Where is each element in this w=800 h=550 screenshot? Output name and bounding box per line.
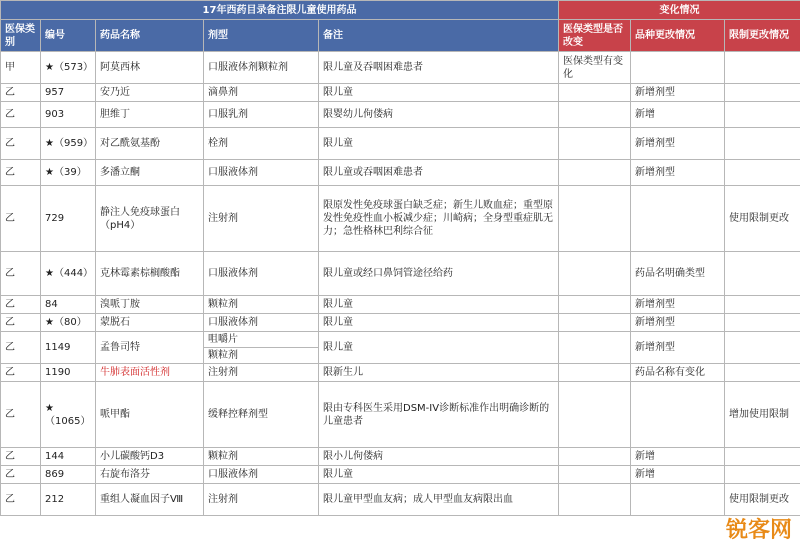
cell-category: 乙 — [1, 466, 41, 484]
cell-drug-name: 蒙脱石 — [96, 314, 204, 332]
cell-category-changed — [559, 466, 631, 484]
table-row — [1, 332, 800, 364]
table-row — [1, 160, 800, 186]
cell-variety-changed: 新增 — [631, 466, 725, 484]
col-remark: 备注 — [319, 20, 559, 52]
table-row — [1, 84, 800, 102]
cell-form: 口服液体剂颗粒剂 — [204, 52, 319, 84]
cell-variety-changed — [631, 186, 725, 252]
cell-restriction-changed — [725, 364, 800, 382]
cell-form: 口服液体剂 — [204, 160, 319, 186]
change-title: 变化情况 — [559, 1, 800, 20]
cell-category: 乙 — [1, 128, 41, 160]
cell-restriction-changed — [725, 128, 800, 160]
cell-variety-changed — [631, 484, 725, 516]
cell-remark: 限儿童 — [319, 332, 559, 364]
cell-drug-name: 多潘立酮 — [96, 160, 204, 186]
cell-form: 颗粒剂 — [204, 448, 319, 466]
cell-remark: 限由专科医生采用DSM-IV诊断标准作出明确诊断的儿童患者 — [319, 382, 559, 448]
cell-remark: 限儿童 — [319, 84, 559, 102]
cell-drug-name: 孟鲁司特 — [96, 332, 204, 364]
cell-remark: 限新生儿 — [319, 364, 559, 382]
col-restriction-changed: 限制更改情况 — [725, 20, 800, 52]
col-variety-changed: 品种更改情况 — [631, 20, 725, 52]
cell-code: 1149 — [41, 332, 96, 364]
table-row — [1, 484, 800, 516]
cell-category-changed — [559, 84, 631, 102]
cell-category: 乙 — [1, 252, 41, 296]
cell-form: 滴鼻剂 — [204, 84, 319, 102]
cell-restriction-changed — [725, 466, 800, 484]
cell-remark: 限儿童及吞咽困难患者 — [319, 52, 559, 84]
cell-form: 口服液体剂 — [204, 466, 319, 484]
cell-category-changed — [559, 382, 631, 448]
cell-variety-changed: 新增剂型 — [631, 84, 725, 102]
cell-drug-name: 溴哌丁胺 — [96, 296, 204, 314]
cell-form: 注射剂 — [204, 484, 319, 516]
table-row — [1, 52, 800, 84]
cell-category-changed — [559, 332, 631, 364]
cell-restriction-changed — [725, 314, 800, 332]
cell-remark: 限儿童 — [319, 128, 559, 160]
cell-drug-name: 小儿碳酸钙D3 — [96, 448, 204, 466]
cell-category: 乙 — [1, 84, 41, 102]
cell-form: 注射剂 — [204, 186, 319, 252]
cell-drug-name: 安乃近 — [96, 84, 204, 102]
cell-remark: 限小儿佝偻病 — [319, 448, 559, 466]
cell-category: 乙 — [1, 102, 41, 128]
cell-category-changed — [559, 252, 631, 296]
col-form: 剂型 — [204, 20, 319, 52]
cell-drug-name: 重组人凝血因子Ⅷ — [96, 484, 204, 516]
cell-variety-changed: 新增剂型 — [631, 332, 725, 364]
cell-drug-name: 克林霉素棕榈酸酯 — [96, 252, 204, 296]
cell-restriction-changed: 使用限制更改 — [725, 186, 800, 252]
cell-category: 乙 — [1, 314, 41, 332]
cell-remark: 限儿童或经口鼻饲管途径给药 — [319, 252, 559, 296]
cell-category: 乙 — [1, 186, 41, 252]
cell-code: 1190 — [41, 364, 96, 382]
cell-code: ★（444） — [41, 252, 96, 296]
table-row — [1, 448, 800, 466]
cell-category-changed: 医保类型有变化 — [559, 52, 631, 84]
cell-restriction-changed — [725, 102, 800, 128]
cell-category-changed — [559, 364, 631, 382]
table-row — [1, 364, 800, 382]
cell-remark: 限儿童 — [319, 296, 559, 314]
table-row — [1, 466, 800, 484]
cell-form: 颗粒剂 — [204, 296, 319, 314]
cell-code: ★（1065） — [41, 382, 96, 448]
cell-code: 903 — [41, 102, 96, 128]
cell-form: 栓剂 — [204, 128, 319, 160]
cell-form: 注射剂 — [204, 364, 319, 382]
cell-remark: 限儿童甲型血友病；成人甲型血友病限出血 — [319, 484, 559, 516]
cell-category-changed — [559, 186, 631, 252]
cell-category-changed — [559, 296, 631, 314]
cell-drug-name: 右旋布洛芬 — [96, 466, 204, 484]
cell-code: 144 — [41, 448, 96, 466]
col-category: 医保类别 — [1, 20, 41, 52]
form-item: 咀嚼片 — [208, 334, 238, 345]
cell-form: 缓释控释剂型 — [204, 382, 319, 448]
cell-drug-name: 牛肺表面活性剂 — [96, 364, 204, 382]
cell-form: 口服液体剂 — [204, 314, 319, 332]
cell-category: 乙 — [1, 296, 41, 314]
cell-remark: 限儿童 — [319, 314, 559, 332]
table-row — [1, 382, 800, 448]
cell-category: 乙 — [1, 484, 41, 516]
cell-category-changed — [559, 448, 631, 466]
table-row — [1, 296, 800, 314]
cell-variety-changed: 新增剂型 — [631, 314, 725, 332]
cell-variety-changed — [631, 52, 725, 84]
cell-drug-name: 哌甲酯 — [96, 382, 204, 448]
cell-form: 口服液体剂 — [204, 252, 319, 296]
cell-variety-changed: 药品名明确类型 — [631, 252, 725, 296]
table-row — [1, 102, 800, 128]
main-title: 17年西药目录备注限儿童使用药品 — [1, 1, 559, 20]
cell-drug-name: 静注人免疫球蛋白（pH4） — [96, 186, 204, 252]
cell-category: 甲 — [1, 52, 41, 84]
cell-drug-name: 阿莫西林 — [96, 52, 204, 84]
cell-category-changed — [559, 128, 631, 160]
cell-restriction-changed — [725, 252, 800, 296]
cell-variety-changed: 新增剂型 — [631, 296, 725, 314]
cell-code: ★（959） — [41, 128, 96, 160]
cell-remark: 限儿童 — [319, 466, 559, 484]
cell-code: 729 — [41, 186, 96, 252]
col-category-changed: 医保类型是否改变 — [559, 20, 631, 52]
cell-variety-changed: 药品名称有变化 — [631, 364, 725, 382]
cell-drug-name: 胆维丁 — [96, 102, 204, 128]
table-row — [1, 186, 800, 252]
cell-code: ★（80） — [41, 314, 96, 332]
cell-restriction-changed — [725, 84, 800, 102]
cell-drug-name: 对乙酰氨基酚 — [96, 128, 204, 160]
cell-code: 869 — [41, 466, 96, 484]
cell-variety-changed — [631, 382, 725, 448]
cell-restriction-changed — [725, 296, 800, 314]
cell-category-changed — [559, 484, 631, 516]
cell-restriction-changed — [725, 52, 800, 84]
cell-variety-changed: 新增剂型 — [631, 160, 725, 186]
cell-restriction-changed — [725, 448, 800, 466]
table-row — [1, 314, 800, 332]
cell-category: 乙 — [1, 448, 41, 466]
cell-variety-changed: 新增 — [631, 448, 725, 466]
col-code: 编号 — [41, 20, 96, 52]
cell-code: ★（39） — [41, 160, 96, 186]
cell-category-changed — [559, 314, 631, 332]
cell-remark: 限原发性免疫球蛋白缺乏症；新生儿败血症；重型原发性免疫性血小板减少症；川崎病；全身型重症肌无力；急性格林巴利综合征 — [319, 186, 559, 252]
cell-code: ★（573） — [41, 52, 96, 84]
cell-category-changed — [559, 102, 631, 128]
table-row — [1, 252, 800, 296]
table-row — [1, 128, 800, 160]
cell-category: 乙 — [1, 364, 41, 382]
cell-category: 乙 — [1, 332, 41, 364]
cell-category: 乙 — [1, 160, 41, 186]
cell-variety-changed: 新增 — [631, 102, 725, 128]
cell-restriction-changed — [725, 160, 800, 186]
cell-code: 957 — [41, 84, 96, 102]
cell-restriction-changed: 使用限制更改 — [725, 484, 800, 516]
cell-code: 212 — [41, 484, 96, 516]
cell-remark: 限婴幼儿佝偻病 — [319, 102, 559, 128]
watermark-logo: 锐客网 — [725, 518, 792, 543]
cell-category: 乙 — [1, 382, 41, 448]
col-drug-name: 药品名称 — [96, 20, 204, 52]
cell-restriction-changed: 增加使用限制 — [725, 382, 800, 448]
cell-remark: 限儿童或吞咽困难患者 — [319, 160, 559, 186]
form-item: 颗粒剂 — [204, 347, 318, 363]
cell-form: 口服乳剂 — [204, 102, 319, 128]
cell-form — [204, 332, 319, 364]
cell-category-changed — [559, 160, 631, 186]
cell-variety-changed: 新增剂型 — [631, 128, 725, 160]
cell-restriction-changed — [725, 332, 800, 364]
cell-code: 84 — [41, 296, 96, 314]
